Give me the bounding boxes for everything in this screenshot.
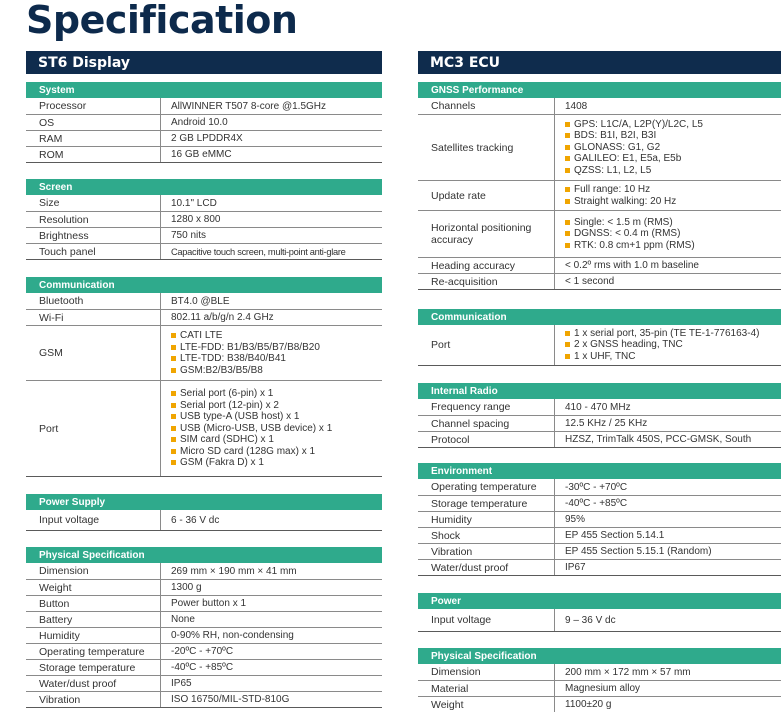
spec-label: Processor — [39, 100, 87, 112]
spec-value: Android 10.0 — [160, 115, 228, 130]
spec-label: Horizontal positioning accuracy — [431, 222, 532, 246]
spec-row — [26, 211, 382, 227]
spec-row — [26, 195, 382, 211]
internal-radio-table — [418, 399, 781, 448]
spec-label: Operating temperature — [39, 645, 145, 658]
spec-value: EP 455 Section 5.14.1 — [554, 528, 664, 543]
bullet-item: 1 x UHF, TNC — [565, 351, 759, 363]
section-header-physical-specification: Physical Specification — [26, 547, 382, 563]
spec-row — [418, 273, 781, 289]
bullet-item: GALILEO: E1, E5a, E5b — [565, 153, 703, 165]
spec-value: 1100±20 g — [554, 697, 611, 712]
spec-value — [554, 325, 759, 365]
spec-value: 269 mm × 190 mm × 41 mm — [160, 563, 297, 579]
bullet-item: BDS: B1I, B2I, B3I — [565, 130, 703, 142]
spec-value: 200 mm × 172 mm × 57 mm — [554, 664, 691, 680]
bullet-list — [171, 328, 320, 378]
spec-value: -30ºC - +70ºC — [554, 479, 627, 495]
gnss-performance-table — [418, 98, 781, 290]
spec-row — [418, 609, 781, 631]
spec-label: OS — [39, 116, 55, 129]
spec-value — [554, 181, 676, 210]
spec-value: 9 – 36 V dc — [554, 609, 616, 631]
spec-row — [418, 399, 781, 415]
spec-value: 750 nits — [160, 228, 206, 243]
mc3-ecu-column — [418, 51, 781, 712]
spec-label: Shock — [431, 529, 461, 542]
spec-label: Bluetooth — [39, 295, 84, 307]
bullet-item: SIM card (SDHC) x 1 — [171, 434, 332, 446]
spec-value: 1300 g — [160, 580, 202, 595]
system-table — [26, 98, 382, 163]
section-header-physical-specification: Physical Specification — [418, 648, 781, 664]
spec-row — [26, 114, 382, 130]
spec-value: 6 - 36 V dc — [160, 510, 219, 530]
spec-label: Button — [39, 597, 70, 610]
bullet-item: 1 x serial port, 35-pin (TE TE-1-776163-4) — [565, 328, 759, 340]
spec-row — [26, 659, 382, 675]
spec-label: Water/dust proof — [431, 561, 509, 574]
spec-value: 802.11 a/b/g/n 2.4 GHz — [160, 310, 274, 325]
spec-label: Storage temperature — [431, 497, 528, 510]
spec-row — [26, 130, 382, 146]
st6-display-column — [26, 51, 382, 708]
spec-row — [26, 380, 382, 476]
bullet-list — [171, 386, 332, 471]
bullet-item: GPS: L1C/A, L2P(Y)/L2C, L5 — [565, 119, 703, 131]
communication-table — [418, 325, 781, 366]
spec-row — [26, 227, 382, 243]
spec-value: AllWINNER T507 8-core @1.5GHz — [160, 98, 326, 114]
spec-label: Water/dust proof — [39, 677, 117, 690]
spec-label: Resolution — [39, 213, 89, 226]
spec-row — [418, 511, 781, 527]
spec-value: BT4.0 @BLE — [160, 293, 230, 309]
spec-label: Input voltage — [431, 614, 492, 626]
bullet-item: Full range: 10 Hz — [565, 184, 676, 196]
spec-label: Frequency range — [431, 401, 511, 413]
spec-value: HZSZ, TrimTalk 450S, PCC-GMSK, South — [554, 432, 751, 447]
spec-row — [26, 579, 382, 595]
spec-label: Channel spacing — [431, 417, 510, 430]
spec-label: Update rate — [431, 189, 486, 202]
spec-value: None — [160, 612, 195, 627]
spec-value: IP67 — [554, 560, 586, 575]
spec-value: EP 455 Section 5.15.1 (Random) — [554, 544, 712, 559]
bullet-item: Micro SD card (128G max) x 1 — [171, 446, 332, 458]
spec-label: ROM — [39, 148, 64, 161]
spec-label: Brightness — [39, 229, 89, 242]
spec-value: 95% — [554, 512, 585, 527]
spec-value: 0-90% RH, non-condensing — [160, 628, 294, 643]
spec-value: ISO 16750/MIL-STD-810G — [160, 692, 289, 707]
bullet-list — [565, 182, 676, 209]
spec-row — [26, 627, 382, 643]
spec-row — [26, 309, 382, 325]
bullet-item: Serial port (6-pin) x 1 — [171, 388, 332, 400]
spec-label: Input voltage — [39, 514, 100, 526]
spec-label: Material — [431, 682, 469, 695]
spec-row — [418, 415, 781, 431]
spec-row — [418, 479, 781, 495]
spec-value — [554, 115, 703, 180]
physical-specification-table — [26, 563, 382, 708]
spec-value: IP65 — [160, 676, 192, 691]
spec-label: Protocol — [431, 433, 470, 446]
spec-value: 10.1" LCD — [160, 195, 217, 211]
spec-label: Operating temperature — [431, 481, 537, 493]
spec-row — [26, 146, 382, 162]
section-header-communication: Communication — [418, 309, 781, 325]
bullet-item: LTE-TDD: B38/B40/B41 — [171, 353, 320, 365]
spec-label: Size — [39, 197, 60, 209]
page-title: Specification — [26, 0, 298, 42]
spec-value: Power button x 1 — [160, 596, 246, 611]
environment-table — [418, 479, 781, 576]
spec-label: Touch panel — [39, 245, 96, 258]
spec-row — [418, 210, 781, 257]
spec-value: 1408 — [554, 98, 587, 114]
power-table — [418, 609, 781, 632]
spec-label: Heading accuracy — [431, 259, 516, 272]
section-header-screen: Screen — [26, 179, 382, 195]
spec-row — [418, 257, 781, 273]
spec-row — [418, 559, 781, 575]
spec-value: 1280 x 800 — [160, 212, 221, 227]
spec-row — [418, 180, 781, 210]
spec-label: Humidity — [431, 513, 472, 526]
section-header-gnss-performance: GNSS Performance — [418, 82, 781, 98]
spec-label: Dimension — [39, 565, 89, 577]
bullet-list — [565, 326, 759, 365]
spec-value: 410 - 470 MHz — [554, 399, 631, 415]
st6-display-title: ST6 Display — [26, 51, 382, 74]
spec-label: RAM — [39, 132, 63, 145]
spec-row — [26, 325, 382, 380]
spec-label: Weight — [431, 698, 464, 711]
bullet-item: CATI LTE — [171, 330, 320, 342]
bullet-item: USB (Micro-USB, USB device) x 1 — [171, 423, 332, 435]
bullet-item: 2 x GNSS heading, TNC — [565, 339, 759, 351]
spec-label: Port — [431, 339, 451, 351]
spec-value: 2 GB LPDDR4X — [160, 131, 243, 146]
spec-value: < 0.2º rms with 1.0 m baseline — [554, 258, 699, 273]
spec-label: Weight — [39, 581, 72, 594]
spec-value: 16 GB eMMC — [160, 147, 232, 162]
section-header-power: Power — [418, 593, 781, 609]
spec-row — [26, 675, 382, 691]
bullet-item: USB type-A (USB host) x 1 — [171, 411, 332, 423]
spec-row — [418, 431, 781, 447]
spec-row — [418, 696, 781, 712]
bullet-item: LTE-FDD: B1/B3/B5/B7/B8/B20 — [171, 342, 320, 354]
spec-value: Magnesium alloy — [554, 681, 640, 696]
spec-label: Port — [39, 422, 59, 435]
mc3-ecu-title: MC3 ECU — [418, 51, 781, 74]
spec-row — [418, 680, 781, 696]
spec-row — [418, 98, 781, 114]
spec-row — [418, 527, 781, 543]
bullet-item: GSM (Fakra D) x 1 — [171, 457, 332, 469]
spec-value — [554, 211, 695, 257]
spec-row — [26, 691, 382, 707]
bullet-item: Straight walking: 20 Hz — [565, 196, 676, 208]
section-header-power-supply: Power Supply — [26, 494, 382, 510]
spec-value: Capacitive touch screen, multi-point anti-glare — [160, 244, 346, 259]
spec-label: Vibration — [39, 693, 81, 706]
bullet-item: DGNSS: < 0.4 m (RMS) — [565, 228, 695, 240]
bullet-item: GSM:B2/B3/B5/B8 — [171, 365, 320, 377]
spec-value: -20ºC - +70ºC — [160, 644, 233, 659]
bullet-item: GLONASS: G1, G2 — [565, 142, 703, 154]
spec-row — [418, 664, 781, 680]
section-header-environment: Environment — [418, 463, 781, 479]
power-supply-table — [26, 510, 382, 531]
spec-label: Vibration — [431, 545, 473, 558]
bullet-item: RTK: 0.8 cm+1 ppm (RMS) — [565, 240, 695, 252]
spec-value: -40ºC - +85ºC — [554, 496, 627, 511]
communication-table — [26, 293, 382, 477]
section-header-communication: Communication — [26, 277, 382, 293]
spec-label: Re-acquisition — [431, 275, 498, 288]
spec-value: < 1 second — [554, 274, 614, 289]
spec-label: Dimension — [431, 666, 481, 678]
spec-value: -40ºC - +85ºC — [160, 660, 233, 675]
spec-label: GSM — [39, 347, 63, 359]
spec-row — [26, 611, 382, 627]
bullet-item: Serial port (12-pin) x 2 — [171, 400, 332, 412]
spec-row — [26, 98, 382, 114]
spec-value: 12.5 KHz / 25 KHz — [554, 416, 647, 431]
bullet-item: QZSS: L1, L2, L5 — [565, 165, 703, 177]
physical-specification-table — [418, 664, 781, 712]
bullet-list — [565, 117, 703, 179]
spec-row — [418, 543, 781, 559]
bullet-item: Single: < 1.5 m (RMS) — [565, 217, 695, 229]
spec-label: Humidity — [39, 629, 80, 642]
spec-label: Channels — [431, 100, 476, 112]
spec-label: Battery — [39, 613, 73, 626]
spec-row — [418, 325, 781, 365]
spec-row — [26, 293, 382, 309]
bullet-list — [565, 215, 695, 254]
section-header-system: System — [26, 82, 382, 98]
spec-value — [160, 381, 332, 476]
spec-row — [26, 563, 382, 579]
spec-row — [418, 114, 781, 180]
spec-label: Wi-Fi — [39, 311, 64, 324]
spec-row — [26, 595, 382, 611]
spec-value — [160, 326, 320, 380]
spec-label: Satellites tracking — [431, 141, 514, 154]
spec-row — [26, 243, 382, 259]
spec-row — [418, 495, 781, 511]
spec-row — [26, 510, 382, 530]
section-header-internal-radio: Internal Radio — [418, 383, 781, 399]
spec-row — [26, 643, 382, 659]
spec-label: Storage temperature — [39, 661, 136, 674]
screen-table — [26, 195, 382, 260]
